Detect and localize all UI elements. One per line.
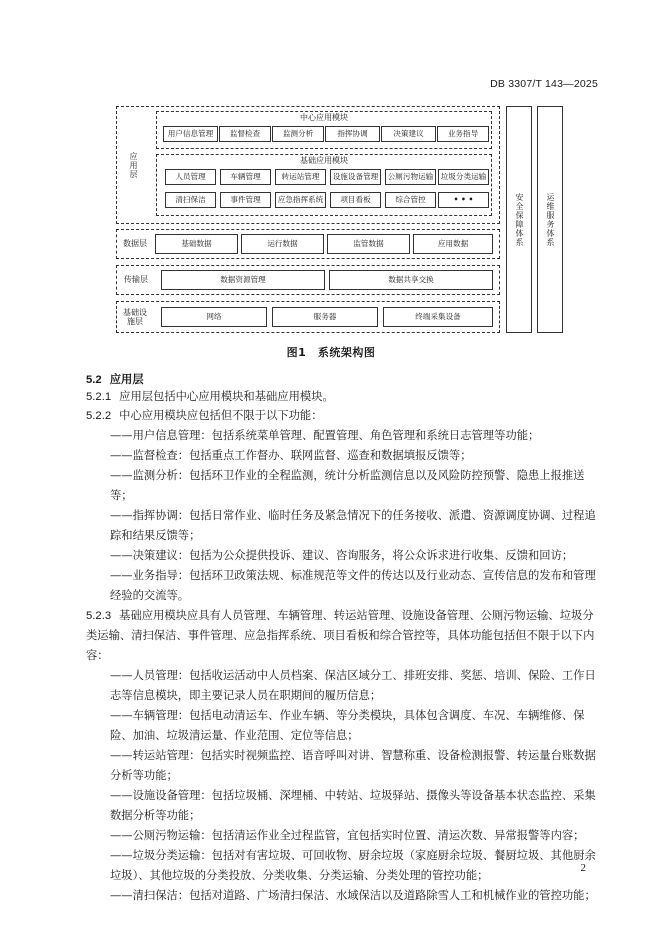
data-layer-label: 数据层 <box>123 239 147 249</box>
center-item-monitoring: 监测分析 <box>272 126 324 142</box>
list-item: ——监测分析：包括环卫作业的全程监测，统计分析监测信息以及风险防控预警、隐患上报推送等； <box>110 469 585 502</box>
figure-caption: 图1 系统架构图 <box>286 346 376 359</box>
basic-item-toilet-waste: 公厕污物运输 <box>385 169 436 185</box>
center-module-title: 中心应用模块 <box>300 113 348 123</box>
security-system-label: 安全保障体系 <box>515 192 524 247</box>
infra-item-server: 服务器 <box>272 307 378 327</box>
list-item: ——人员管理：包括收运活动中人员档案、保洁区域分工、排班安排、奖惩、培训、保险、工作日志等信息模块，即主要记录人员在职期间的履历信息； <box>110 669 596 702</box>
transport-item-resource-mgmt: 数据资源管理 <box>161 270 325 290</box>
list-item: ——车辆管理：包括电动清运车、作业车辆、等分类模块，具体包含调度、车况、车辆维修、保险、加油、垃圾清运量、作业范围、定位等信息； <box>110 709 585 742</box>
section-number: 5.2 <box>86 374 102 386</box>
data-item-application: 应用数据 <box>413 234 493 254</box>
basic-item-personnel: 人员管理 <box>165 169 216 185</box>
list-item: ——清扫保洁：包括对道路、广场清扫保洁、水域保洁以及道路除雪人工和机械作业的管控功能； <box>110 889 596 902</box>
basic-item-facility: 设施设备管理 <box>330 169 381 185</box>
infra-item-network: 网络 <box>161 307 267 327</box>
clause-text: 中心应用模块应包括但不限于以下功能： <box>119 409 323 422</box>
section-heading <box>86 371 144 387</box>
list-item: ——用户信息管理：包括系统菜单管理、配置管理、角色管理和系统日志管理等功能； <box>110 429 540 442</box>
basic-item-vehicle: 车辆管理 <box>220 169 271 185</box>
list-item: ——垃圾分类运输：包括对有害垃圾、可回收物、厨余垃圾（家庭厨余垃圾、餐厨垃圾、其他厨余垃圾）、其他垃圾的分类投放、分类收集、分类运输、分类处理的管控功能； <box>110 849 596 882</box>
section-title: 应用层 <box>109 373 144 386</box>
clause-5-2-1 <box>86 387 598 407</box>
center-item-decision: 决策建议 <box>381 126 436 142</box>
basic-module-title: 基础应用模块 <box>300 156 348 166</box>
list-item: ——指挥协调：包括日常作业、临时任务及紧急情况下的任务接收、派遣、资源调度协调、过程追踪和结果反馈等； <box>110 509 596 542</box>
clause-number: 5.2.1 <box>86 391 112 403</box>
basic-item-transfer-station: 转运站管理 <box>275 169 326 185</box>
basic-item-cleaning: 清扫保洁 <box>165 192 216 208</box>
clause-5-2-3 <box>86 606 602 666</box>
clause-text: 基础应用模块应具有人员管理、车辆管理、转运站管理、设施设备管理、公厕污物运输、垃圾分类运输、清扫保洁、事件管理、应急指挥系统、项目看板和综合管控等，具体功能包括但不限于以下内容： <box>86 609 595 662</box>
basic-item-event: 事件管理 <box>220 192 271 208</box>
center-item-user-info: 用户信息管理 <box>163 126 218 142</box>
basic-item-integrated-control: 综合管控 <box>385 192 436 208</box>
clause-5-2-2 <box>86 406 598 426</box>
list-item: ——监督检查：包括重点工作督办、联网监督、巡查和数据填报反馈等； <box>110 449 472 462</box>
infra-layer-label: 基础设施层 <box>123 307 147 326</box>
clause-text: 应用层包括中心应用模块和基础应用模块。 <box>119 390 334 403</box>
page-number: 2 <box>580 862 586 874</box>
app-layer-label: 应用层 <box>129 151 138 179</box>
clause-number: 5.2.3 <box>86 610 112 622</box>
transport-item-sharing: 数据共享交换 <box>329 270 493 290</box>
list-item: ——转运站管理：包括实时视频监控、语音呼叫对讲、智慧称重、设备检测报警、转运量台账数据分析等功能； <box>110 749 596 782</box>
document-code: DB 3307/T 143—2025 <box>490 78 598 90</box>
center-item-command: 指挥协调 <box>325 126 380 142</box>
basic-item-sorting-transport: 垃圾分类运输 <box>438 169 489 185</box>
clause-number: 5.2.2 <box>86 410 112 422</box>
system-architecture-diagram <box>0 0 662 340</box>
infra-item-terminal: 终端采集设备 <box>383 307 493 327</box>
list-item: ——公厕污物运输：包括清运作业全过程监管，宜包括实时位置、清运次数、异常报警等内容； <box>110 829 585 842</box>
center-item-supervision: 监督检查 <box>219 126 271 142</box>
data-item-supervision: 监管数据 <box>327 234 410 254</box>
list-item: ——决策建议：包括为公众提供投诉、建议、咨询服务，将公众诉求进行收集、反馈和回访； <box>110 549 574 562</box>
data-item-basic: 基础数据 <box>155 234 238 254</box>
ops-system-label: 运维服务体系 <box>546 192 555 247</box>
transport-layer-label: 传输层 <box>124 275 148 285</box>
basic-item-emergency: 应急指挥系统 <box>275 192 326 208</box>
center-item-guidance: 业务指导 <box>437 126 489 142</box>
list-item: ——设施设备管理：包括垃圾桶、深埋桶、中转站、垃圾驿站、摄像头等设备基本状态监控、采集数据分析等功能； <box>110 789 596 822</box>
data-item-operation: 运行数据 <box>241 234 324 254</box>
basic-item-more: • • • <box>438 192 489 208</box>
basic-item-project-board: 项目看板 <box>330 192 381 208</box>
list-item: ——业务指导：包括环卫政策法规、标准规范等文件的传达以及行业动态、宣传信息的发布和管理经验的交流等。 <box>110 569 596 602</box>
